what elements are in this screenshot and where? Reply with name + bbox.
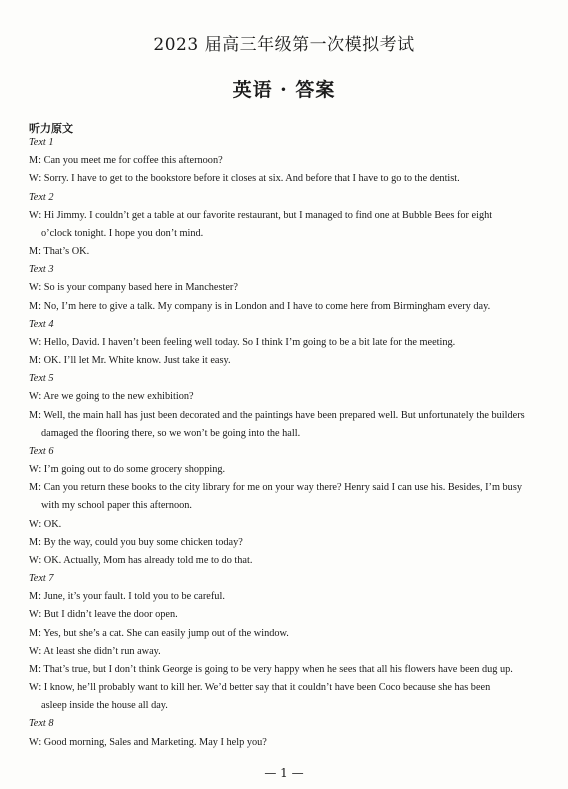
text-heading: Text 3 xyxy=(29,264,54,276)
transcript-line: M: Can you meet me for coffee this afternoon? xyxy=(29,155,223,167)
transcript-line: M: That’s OK. xyxy=(29,246,90,258)
transcript-line: M: By the way, could you buy some chicken today? xyxy=(29,536,243,548)
transcript-line: W: Hi Jimmy. I couldn’t get a table at our favorite restaurant, but I managed to find one at Bubble Bees for eight xyxy=(29,209,493,221)
transcript-line: W: OK. Actually, Mom has already told me to do that. xyxy=(29,554,253,566)
transcript-line: M: No, I’m here to give a talk. My company is in London and I have to come here from Birmingham every day. xyxy=(29,300,491,312)
transcript-line: W: Good morning, Sales and Marketing. May I help you? xyxy=(29,736,267,748)
transcript-line: asleep inside the house all day. xyxy=(41,700,168,712)
transcript-line: W: Sorry. I have to get to the bookstore before it closes at six. And before that I have to go to the dentist. xyxy=(29,173,460,185)
text-heading: Text 7 xyxy=(29,573,54,585)
transcript-line: M: June, it’s your fault. I told you to be careful. xyxy=(29,591,225,603)
transcript-line: W: At least she didn’t run away. xyxy=(29,645,161,657)
transcript-line: o’clock tonight. I hope you don’t mind. xyxy=(41,227,204,239)
transcript-line: W: OK. xyxy=(29,518,62,530)
transcript-line: M: Can you return these books to the city library for me on your way there? Henry said I can use his. Besides, I’m busy xyxy=(29,482,522,494)
text-heading: Text 1 xyxy=(29,137,54,148)
section-title: 听力原文 xyxy=(29,122,73,135)
transcript-line: W: I know, he’ll probably want to kill her. We’d better say that it couldn’t have been Coco because she has been xyxy=(29,682,491,694)
transcript-line: W: Are we going to the new exhibition? xyxy=(29,391,194,403)
document-subtitle: 英语 · 答案 xyxy=(232,79,336,101)
transcript-line: M: Yes, but she’s a cat. She can easily jump out of the window. xyxy=(29,627,289,639)
transcript-line: W: Hello, David. I haven’t been feeling well today. So I think I’m going to be a bit late for the meeting. xyxy=(29,336,456,348)
text-heading: Text 4 xyxy=(29,318,54,330)
transcript-line: with my school paper this afternoon. xyxy=(41,500,192,512)
transcript-line: M: Well, the main hall has just been decorated and the paintings have been prepared well. But unfortunately the builders xyxy=(29,409,525,421)
text-heading: Text 6 xyxy=(29,445,54,457)
transcript-line: W: I’m going out to do some grocery shopping. xyxy=(29,464,226,476)
text-heading: Text 8 xyxy=(29,718,54,730)
transcript-line: W: So is your company based here in Manchester? xyxy=(29,282,238,294)
transcript-line: M: OK. I’ll let Mr. White know. Just take it easy. xyxy=(29,355,231,367)
transcript-line: damaged the flooring there, so we won’t be going into the hall. xyxy=(41,427,301,439)
document-title: 2023 届高三年级第一次模拟考试 xyxy=(153,35,415,55)
transcript-line: M: That’s true, but I don’t think George is going to be very happy when he sees that all his flowers have been dug up. xyxy=(29,663,513,675)
page-number: — 1 — xyxy=(264,766,304,780)
text-heading: Text 2 xyxy=(29,191,54,203)
transcript-line: W: But I didn’t leave the door open. xyxy=(29,609,178,621)
text-heading: Text 5 xyxy=(29,373,54,385)
